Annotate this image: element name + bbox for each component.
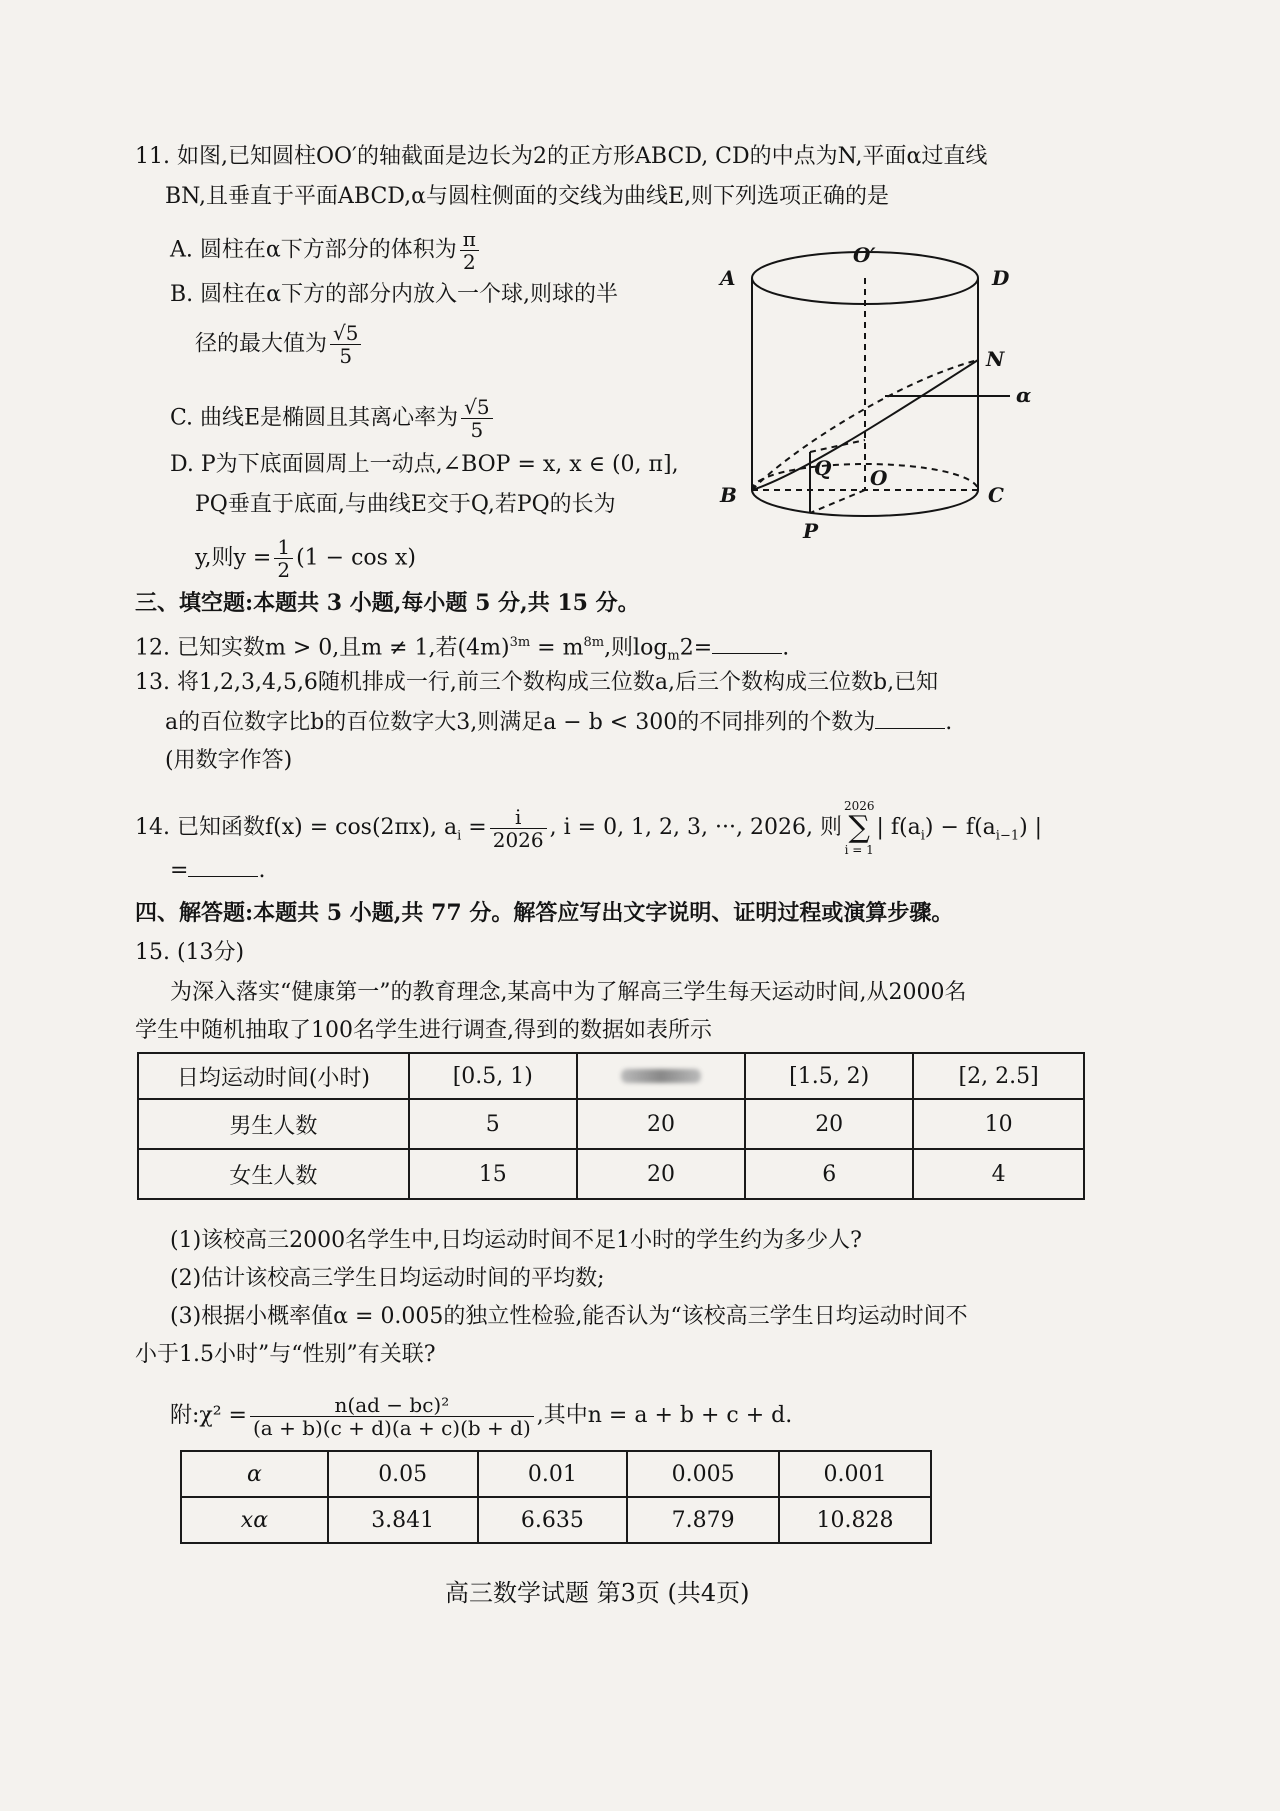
figure-label-b: B	[720, 483, 737, 507]
figure-label-p: P	[803, 519, 819, 543]
table-header-row	[138, 1053, 1084, 1099]
q14-text-4: | f(a	[876, 815, 921, 840]
critical-value-table	[180, 1450, 932, 1544]
table-cell: 10	[913, 1099, 1084, 1149]
table-cell: xα	[181, 1497, 328, 1543]
frac-denominator: (a + b)(c + d)(a + c)(b + d)	[253, 1415, 531, 1440]
table-cell: 15	[409, 1149, 577, 1199]
q12-sup-1: 3m	[509, 635, 531, 650]
frac-numerator: 1	[274, 536, 293, 559]
q11-option-d-line2: PQ垂直于底面,与曲线E交于Q,若PQ的长为	[195, 492, 616, 517]
figure-label-o: O	[870, 466, 888, 490]
q15-part1: (1)该校高三2000名学生中,日均运动时间不足1小时的学生约为多少人?	[170, 1228, 862, 1253]
table-cell: 0.005	[627, 1451, 779, 1497]
q12	[135, 628, 789, 672]
q11-option-d-line3	[195, 536, 416, 581]
figure-label-d: D	[992, 266, 1010, 290]
q14-fraction	[490, 806, 547, 851]
q14-text-5: ) − f(a	[924, 815, 996, 840]
q12-text-4: 2=	[679, 635, 713, 661]
table-cell: 0.05	[328, 1451, 478, 1497]
q11-option-a	[170, 228, 482, 273]
table-row	[138, 1149, 1084, 1199]
q12-text-1: 12. 已知实数m > 0,且m ≠ 1,若(4m)	[135, 635, 510, 661]
option-c-text: C. 曲线E是椭圆且其离心率为	[170, 405, 459, 431]
table-cell: 0.01	[478, 1451, 628, 1497]
q14-text-2: =	[461, 815, 487, 840]
table-header-cell: [2, 2.5]	[913, 1053, 1084, 1099]
q13-line3: (用数字作答)	[165, 748, 293, 773]
exercise-time-table	[137, 1052, 1085, 1200]
table-row	[181, 1497, 931, 1543]
figure-label-c: C	[988, 483, 1004, 507]
table-cell: 20	[577, 1099, 745, 1149]
q11-line1: 11. 如图,已知圆柱OO′的轴截面是边长为2的正方形ABCD, CD的中点为N,平面α过直线	[135, 144, 988, 169]
frac-numerator: i	[490, 806, 547, 829]
q13-answer-blank[interactable]	[875, 708, 945, 729]
q12-sub-1: m	[667, 648, 680, 664]
table-cell: 3.841	[328, 1497, 478, 1543]
frac-denominator: 5	[470, 418, 484, 442]
table-header-cell: [0.5, 1)	[409, 1053, 577, 1099]
q15-title: 15. (13分)	[135, 940, 245, 965]
table-cell: 6	[745, 1149, 913, 1199]
q12-text-2: = m	[530, 635, 584, 661]
q14-text-1: 14. 已知函数f(x) = cos(2πx), a	[135, 815, 458, 840]
q15-intro2: 学生中随机抽取了100名学生进行调查,得到的数据如表所示	[135, 1018, 712, 1043]
q14-end: .	[258, 858, 266, 883]
table-cell: 5	[409, 1099, 577, 1149]
q15-part3-line1: (3)根据小概率值α = 0.005的独立性检验,能否认为“该校高三学生日均运动时间不	[170, 1304, 968, 1329]
table-cell: 20	[745, 1099, 913, 1149]
sigma-symbol: ∑	[848, 810, 870, 845]
section-3-header: 三、填空题:本题共 3 小题,每小题 5 分,共 15 分。	[135, 590, 640, 616]
q11-option-b-line1: B. 圆柱在α下方的部分内放入一个球,则球的半	[170, 282, 619, 307]
section-4-header: 四、解答题:本题共 5 小题,共 77 分。解答应写出文字说明、证明过程或演算步骤。	[135, 900, 954, 926]
option-a-fraction	[460, 228, 479, 273]
q13-line2	[165, 708, 952, 738]
option-b-fraction	[330, 322, 361, 367]
frac-numerator: n(ad − bc)²	[250, 1394, 534, 1417]
q14-sub-i: i	[457, 828, 462, 844]
q14-sigma	[844, 799, 875, 857]
figure-label-o-prime: O′	[853, 243, 876, 267]
table-row	[181, 1451, 931, 1497]
option-a-text: A. 圆柱在α下方部分的体积为	[170, 237, 457, 263]
q12-answer-blank[interactable]	[712, 633, 782, 654]
q11-option-d-line1: D. P为下底面圆周上一动点,∠BOP = x, x ∈ (0, π],	[170, 452, 679, 477]
q15-part2: (2)估计该校高三学生日均运动时间的平均数;	[170, 1266, 605, 1291]
q15-intro1: 为深入落实“健康第一”的教育理念,某高中为了解高三学生每天运动时间,从2000名	[170, 980, 967, 1005]
table-cell: 女生人数	[138, 1149, 409, 1199]
frac-denominator: 2026	[492, 827, 544, 852]
option-d-text-b: (1 − cos x)	[296, 545, 416, 571]
chi-square-fraction	[250, 1394, 534, 1439]
frac-denominator: 5	[339, 344, 353, 368]
option-d-fraction	[274, 536, 293, 581]
table-cell: 男生人数	[138, 1099, 409, 1149]
option-b-text: 径的最大值为	[195, 331, 328, 357]
q12-sup-2: 8m	[583, 635, 605, 650]
q11-option-b-line2	[195, 322, 364, 367]
table-header-cell: [1.5, 2)	[745, 1053, 913, 1099]
q14-equals: =	[170, 858, 189, 883]
table-cell: 4	[913, 1149, 1084, 1199]
table-header-cell: 日均运动时间(小时)	[138, 1053, 409, 1099]
table-cell: 7.879	[627, 1497, 779, 1543]
appendix-tail: ,其中n = a + b + c + d.	[536, 1403, 793, 1428]
sigma-top: 2026	[843, 799, 875, 813]
bottom-front-arc	[752, 490, 978, 516]
q12-text-3: ,则log	[604, 635, 668, 661]
figure-label-a: A	[720, 266, 736, 290]
option-d-text-a: y,则y =	[195, 545, 272, 571]
cylinder-figure	[700, 240, 1040, 560]
frac-denominator: 2	[277, 558, 291, 582]
frac-numerator: √5	[461, 396, 492, 419]
frac-numerator: π	[460, 228, 479, 251]
table-cell: 6.635	[478, 1497, 628, 1543]
option-c-fraction	[461, 396, 492, 441]
table-cell: α	[181, 1451, 328, 1497]
q13-text: a的百位数字比b的百位数字大3,则满足a − b < 300的不同排列的个数为	[165, 710, 876, 735]
q14-line2	[170, 856, 265, 886]
segment-q-diag	[810, 440, 865, 452]
sigma-bottom: i = 1	[844, 843, 874, 857]
q14-sub-i2: i	[920, 828, 925, 844]
q14-answer-blank[interactable]	[188, 856, 258, 877]
figure-label-n: N	[986, 347, 1005, 371]
table-cell: 0.001	[779, 1451, 931, 1497]
segment-op	[810, 490, 865, 513]
obscured-header	[621, 1069, 701, 1083]
figure-label-q: Q	[814, 456, 832, 480]
q11-option-c	[170, 396, 496, 441]
page-footer: 高三数学试题 第3页 (共4页)	[445, 1579, 750, 1607]
q13-line1: 13. 将1,2,3,4,5,6随机排成一行,前三个数构成三位数a,后三个数构成三位数b,已知	[135, 670, 939, 695]
q14-text-3: , i = 0, 1, 2, 3, ···, 2026, 则	[549, 815, 842, 840]
table-cell: 10.828	[779, 1497, 931, 1543]
q14-sub-i3: i−1	[995, 828, 1020, 844]
table-cell: 20	[577, 1149, 745, 1199]
frac-denominator: 2	[462, 250, 476, 274]
appendix-label: 附:χ² =	[170, 1403, 247, 1428]
q15-part3-line2: 小于1.5小时”与“性别”有关联?	[135, 1342, 436, 1367]
q14-line1	[135, 798, 1042, 866]
q12-end: .	[782, 635, 790, 661]
frac-numerator: √5	[330, 322, 361, 345]
table-header-cell-obscured	[577, 1053, 745, 1099]
q13-end: .	[945, 710, 953, 735]
figure-label-alpha: α	[1016, 383, 1032, 407]
table-row	[138, 1099, 1084, 1149]
q15-appendix	[170, 1388, 792, 1444]
q11-line2: BN,且垂直于平面ABCD,α与圆柱侧面的交线为曲线E,则下列选项正确的是	[165, 184, 890, 209]
q14-text-6: ) |	[1019, 815, 1043, 840]
